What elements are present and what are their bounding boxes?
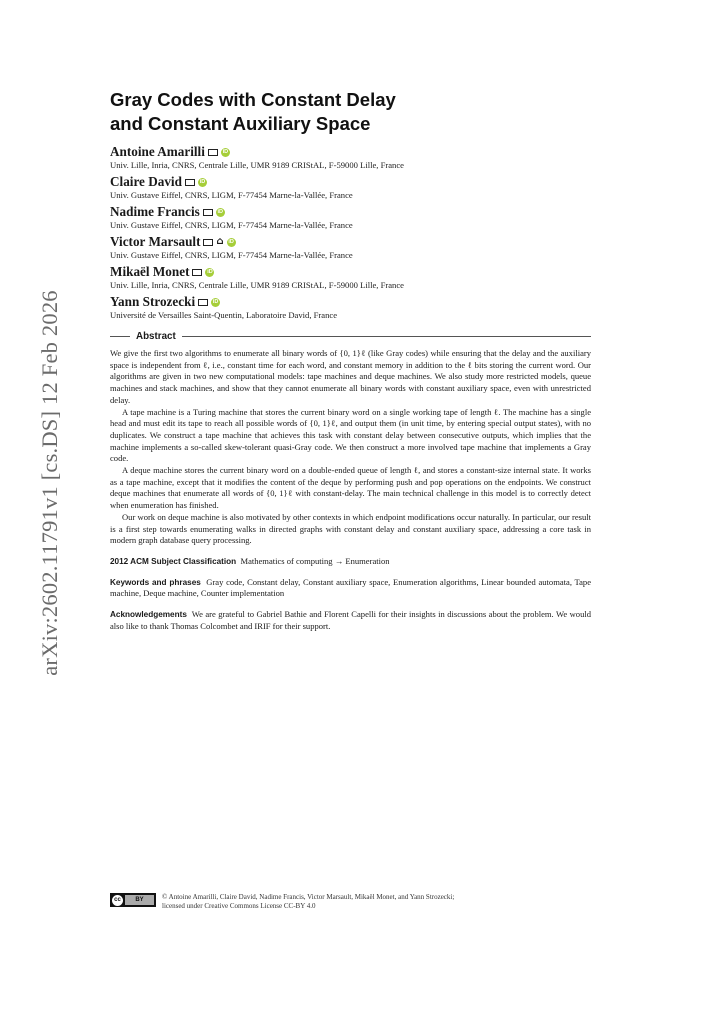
by-icon: BY: [125, 895, 154, 905]
keywords-text: Gray code, Constant delay, Constant auxiliary space, Enumeration algorithms, Linear bounded automata, Tape machine, Deque machine, Counter implementation: [110, 576, 592, 599]
author-affiliation: Univ. Gustave Eiffel, CNRS, LIGM, F-77454 Marne-la-Vallée, France: [110, 220, 353, 230]
email-icon[interactable]: [203, 239, 213, 246]
orcid-icon[interactable]: iD: [222, 149, 229, 155]
orcid-icon[interactable]: iD: [217, 209, 223, 215]
author-name: Mikaël Monet: [110, 264, 190, 279]
abstract-paragraph: Our work on deque machine is also motivated by other contexts in which endpoint modifications occur naturally. In particular, our result is a first step towards enumerating walks in directed graphs with constant delay and constant auxiliary space, addressing a core task in modern graph database query processing.: [110, 511, 591, 546]
author-affiliation: Univ. Lille, Inria, CNRS, Centrale Lille, UMR 9189 CRIStAL, F-59000 Lille, France: [110, 280, 404, 290]
acknowledgements-text: We are grateful to Gabriel Bathie and Florent Capelli for their insights in discussions about the problem. We would also like to thank Thomas Colcombet and IRIF for their support.: [110, 609, 592, 631]
abstract-label: Abstract: [136, 331, 176, 342]
cc-icon: cc: [112, 895, 123, 906]
orcid-icon[interactable]: iD: [207, 269, 213, 275]
abstract-heading: [110, 331, 591, 342]
author-name: Claire David: [110, 174, 182, 189]
abstract-paragraph: A tape machine is a Turing machine that stores the current binary word on a single working tape of length ℓ. The machine has a single head and must edit its tape to reach all possible words of {0, 1}ℓ, and output them (in unit time, by entering special output states), with no duplicates. We construct a tape machine that achieves this task with constant delay between consecutive outputs, which implies that the machine implements a so-called skew-tolerant quasi-Gray code. We then construct a more involved tape machine that implements a Gray code.: [110, 406, 591, 464]
cc-by-badge[interactable]: [110, 893, 156, 907]
email-icon[interactable]: [198, 299, 208, 306]
acknowledgements-label: Acknowledgements: [110, 610, 187, 620]
author-affiliation: Université de Versailles Saint-Quentin, Laboratoire David, France: [110, 310, 338, 320]
orcid-icon[interactable]: iD: [212, 299, 219, 305]
acm-classification-label: 2012 ACM Subject Classification: [110, 556, 237, 566]
title-line-1: Gray Codes with Constant Delay: [110, 89, 396, 110]
author-affiliation: Univ. Gustave Eiffel, CNRS, LIGM, F-77454 Marne-la-Vallée, France: [110, 190, 353, 200]
heading-rule: [110, 336, 130, 337]
arxiv-sidebar-stamp: [34, 290, 66, 676]
abstract-paragraph: We give the first two algorithms to enumerate all binary words of {0, 1}ℓ (like Gray codes) while ensuring that the delay and the auxiliary space is independent from ℓ, i.e., constant time for each word, and constant memory in addition to the ℓ bits storing the current word. Our algorithms are given in two new computational models: tape machines and deque machines. We also study more restricted models, queue machines and stack machines, and show that they cannot enumerate all binary words with constant auxiliary space, even with unrestricted delay.: [110, 348, 591, 405]
title-line-2: and Constant Auxiliary Space: [110, 113, 371, 134]
acm-classification-text: Mathematics of computing → Enumeration: [240, 555, 390, 566]
heading-rule: [182, 336, 591, 337]
author-name: Victor Marsault: [110, 234, 201, 249]
email-icon[interactable]: [185, 179, 195, 186]
author-block: [110, 204, 591, 231]
author-block: [110, 264, 591, 291]
orcid-icon[interactable]: iD: [228, 239, 234, 245]
author-affiliation: Univ. Lille, Inria, CNRS, Centrale Lille, UMR 9189 CRIStAL, F-59000 Lille, France: [110, 160, 404, 170]
paper-title: [110, 88, 591, 136]
author-name: Yann Strozecki: [110, 294, 196, 309]
email-icon[interactable]: [203, 209, 213, 216]
author-block: [110, 234, 591, 261]
keywords-label: Keywords and phrases: [110, 577, 201, 587]
abstract-paragraph: A deque machine stores the current binary word on a double-ended queue of length ℓ, and stores a constant-size internal state. It works as a tape machine, except that it modifies the content of the deque by performing push and pop operations on the endpoints. We construct deque machines that enumerate all words of {0, 1}ℓ with constant-delay. The main technical challenge in this model is to correctly detect when enumeration has finished.: [110, 465, 591, 511]
license-line-1: © Antoine Amarilli, Claire David, Nadime Francis, Victor Marsault, Mikaël Monet, and Yann Strozecki;: [162, 893, 455, 901]
email-icon[interactable]: [192, 269, 202, 276]
author-block: [110, 144, 591, 171]
author-block: [110, 174, 591, 201]
author-affiliation: Univ. Gustave Eiffel, CNRS, LIGM, F-77454 Marne-la-Vallée, France: [110, 250, 353, 260]
license-footer: [110, 893, 591, 911]
author-name: Antoine Amarilli: [110, 144, 205, 159]
orcid-icon[interactable]: iD: [199, 179, 206, 185]
home-icon[interactable]: ⌂: [216, 236, 224, 247]
email-icon[interactable]: [208, 149, 218, 156]
acknowledgements: [110, 609, 591, 632]
author-block: [110, 294, 591, 321]
paper-first-page: [110, 88, 591, 632]
author-name: Nadime Francis: [110, 204, 200, 219]
license-text: [162, 893, 454, 911]
keywords: [110, 577, 591, 600]
author-list: [110, 144, 591, 321]
acm-classification: [110, 556, 591, 568]
license-line-2: licensed under Creative Commons License CC-BY 4.0: [162, 902, 316, 910]
arxiv-id-text: arXiv:2602.11791v1 [cs.DS] 12 Feb 2026: [37, 290, 62, 676]
